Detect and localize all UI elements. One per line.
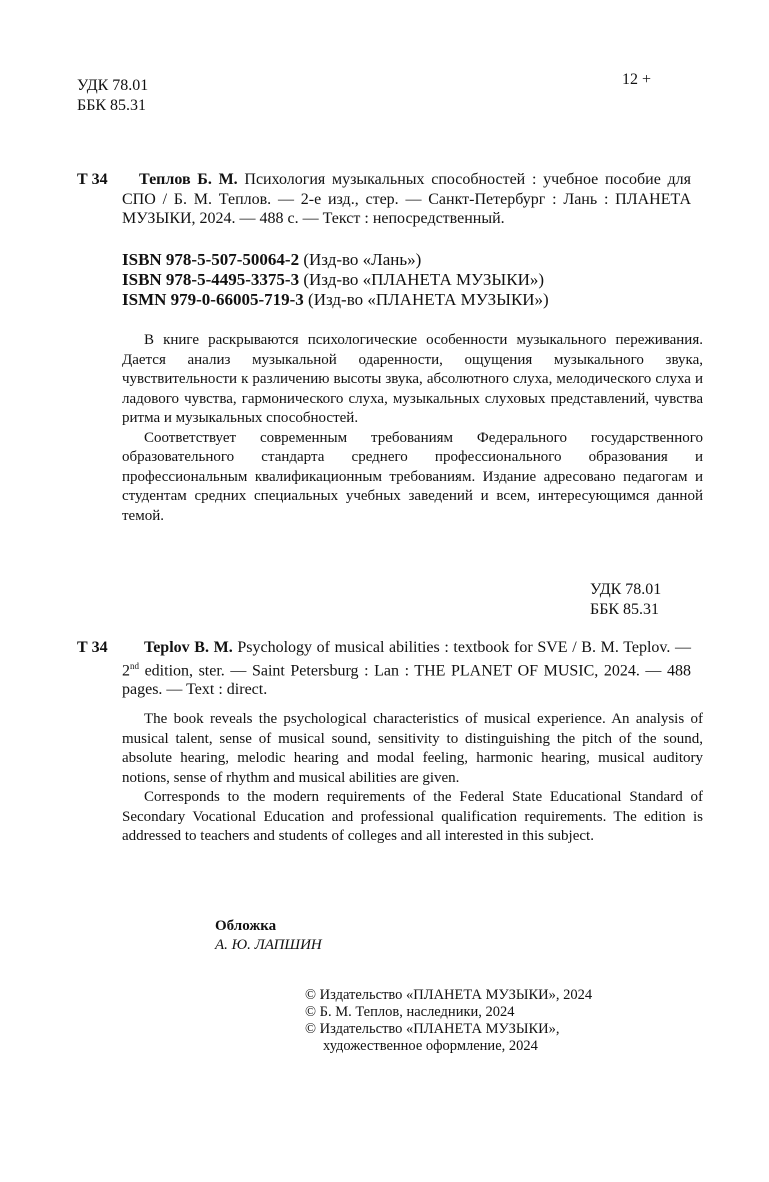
author-name: Теплов Б. М. <box>139 171 238 188</box>
abstract-paragraph: The book reveals the psychological characteristics of musical experience. An analysis of musical talent, sense of musical sound, sensitivity to distinguishing the pitch of the sound, absolute hearing, melodic hearing and modal feeling, harmonic hearing, musical auditory notions, sense of rhythm and musical abilities are given. <box>122 711 703 786</box>
bibliographic-entry-en: Teplov B. M. Psychology of musical abilities : textbook for SVE / B. M. Teplov. — 2nd edition, ster. — Saint Petersburg : Lan : THE PLANET OF MUSIC, 2024. — 488 pages. — Text : direct. <box>122 639 691 699</box>
cover-label: Обложка <box>215 918 277 934</box>
bbk-code: ББК 85.31 <box>77 97 147 114</box>
bibliographic-entry-ru <box>122 170 691 229</box>
copyright-block <box>305 987 592 1055</box>
cover-artist: А. Ю. ЛАПШИН <box>215 937 322 953</box>
copyright-line: © Б. М. Теплов, наследники, 2024 <box>305 1004 515 1020</box>
isbn-lan: ISBN 978-5-507-50064-2 (Изд-во «Лань») <box>122 250 422 269</box>
author-mark-en: Т 34 <box>77 639 108 656</box>
abstract-paragraph: Соответствует современным требованиям Федерального государственного образовательного стандарта среднего профессионального образования и профессиональным квалификационным требованиям. Издание адресовано педагогам и студентам средних специальных учебных заведений и всем, интересующимся данной темой. <box>122 429 703 524</box>
udk-code: УДК 78.01 <box>77 77 149 94</box>
copyright-line: © Издательство «ПЛАНЕТА МУЗЫКИ», <box>305 1021 560 1037</box>
abstract-paragraph: Corresponds to the modern requirements of the Federal State Educational Standard of Secondary Vocational Education and professional qualification requirements. The edition is addressed to teachers and students of colleges and all interested in this subject. <box>122 789 703 844</box>
age-rating: 12 + <box>622 71 652 88</box>
identifiers <box>122 250 549 310</box>
entry-text: Психология музыкальных способностей : учебное пособие для СПО / Б. М. Теплов. — 2-е изд., стер. — Санкт-Петербург : Лань : ПЛАНЕТА МУЗЫКИ, 2024. — 488 с. — Текст : непосредственный. <box>122 171 691 227</box>
classification-codes <box>77 76 148 116</box>
bbk-code: ББК 85.31 <box>590 601 660 618</box>
author-mark: Т 34 <box>77 171 108 188</box>
udk-code: УДК 78.01 <box>590 581 662 598</box>
author-name: Teplov B. M. <box>144 639 233 656</box>
cover-credit <box>215 917 322 955</box>
isbn-planet: ISBN 978-5-4495-3375-3 (Изд-во «ПЛАНЕТА МУЗЫКИ») <box>122 270 545 289</box>
classification-codes-en <box>590 580 661 620</box>
ismn-planet: ISMN 979-0-66005-719-3 (Изд-во «ПЛАНЕТА МУЗЫКИ») <box>122 290 549 309</box>
abstract-ru <box>122 331 703 526</box>
abstract-en <box>122 710 703 847</box>
abstract-paragraph: В книге раскрываются психологические особенности музыкального переживания. Дается анализ музыкальной одаренности, ощущения музыкального звука, чувствительности к различению высоты звука, абсолютного слуха, мелодического слуха и ладового чувства, гармонического слуха, музыкальных слуховых представлений, чувства ритма и музыкальных способностей. <box>122 332 703 426</box>
copyright-line: художественное оформление, 2024 <box>323 1038 538 1054</box>
copyright-line: © Издательство «ПЛАНЕТА МУЗЫКИ», 2024 <box>305 987 593 1003</box>
